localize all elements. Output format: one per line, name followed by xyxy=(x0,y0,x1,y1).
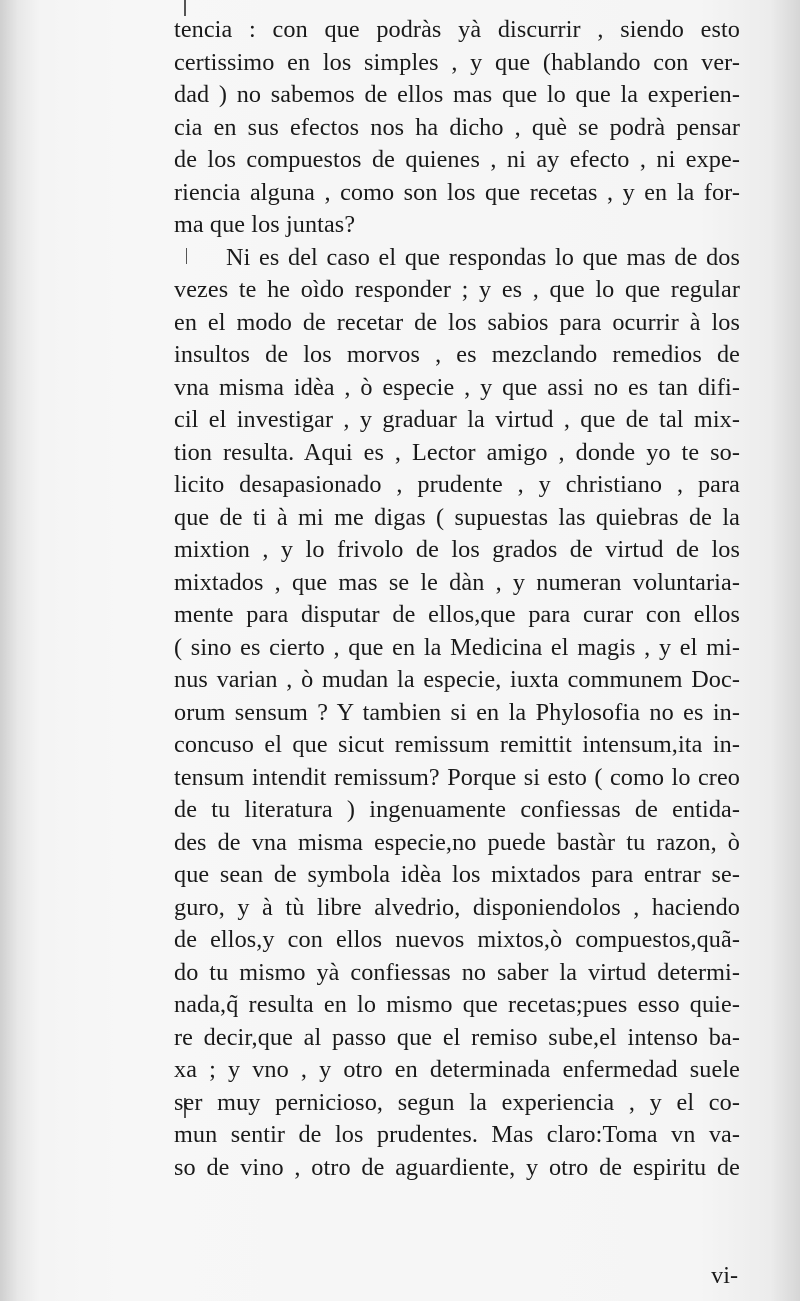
text-line: ( sino es cierto , que en la Medicina el magis , y el mi- xyxy=(174,633,740,661)
text-line: insultos de los morvos , es mezclando remedios de xyxy=(174,341,740,368)
text-line: mixtados , que mas se le dàn , y numeran voluntaria- xyxy=(174,568,740,596)
text-line: tensum intendit remissum? Porque si esto ( como lo creo xyxy=(174,763,740,791)
text-line: mente para disputar de ellos,que para curar con ellos xyxy=(174,601,740,628)
text-line: tion resulta. Aqui es , Lector amigo , donde yo te so- xyxy=(174,438,740,466)
text-line: re decir,que al passo que el remiso sube,el intenso ba- xyxy=(174,1023,740,1051)
text-line: tencia : con que podràs yà discurrir , siendo esto xyxy=(174,16,740,43)
text-line: que de ti à mi me digas ( supuestas las quiebras de la xyxy=(174,503,740,531)
text-line: de ellos,y con ellos nuevos mixtos,ò compuestos,quã- xyxy=(174,926,740,953)
paragraph-start-line: Ni es del caso el que respondas lo que mas de dos xyxy=(226,243,740,271)
text-line: en el modo de recetar de los sabios para ocurrir à los xyxy=(174,308,740,336)
text-line: de tu literatura ) ingenuamente confiessas de entida- xyxy=(174,796,740,823)
text-line: dad ) no sabemos de ellos mas que lo que la experien- xyxy=(174,81,740,108)
text-line: vna misma idèa , ò especie , y que assi no es tan difi- xyxy=(174,373,740,401)
text-line: so de vino , otro de aguardiente, y otro de espiritu de xyxy=(174,1153,740,1181)
text-line: xa ; y vno , y otro en determinada enfermedad suele xyxy=(174,1056,740,1083)
text-line: mun sentir de los prudentes. Mas claro:Toma vn va- xyxy=(174,1121,740,1148)
text-line: concuso el que sicut remissum remittit intensum,ita in- xyxy=(174,731,740,758)
text-line: guro, y à tù libre alvedrio, disponiendolos , haciendo xyxy=(174,893,740,921)
text-line: ser muy pernicioso, segun la experiencia , y el co- xyxy=(174,1088,740,1116)
text-line: orum sensum ? Y tambien si en la Phylosofia no es in- xyxy=(174,698,740,726)
text-line: des de vna misma especie,no puede bastàr tu razon, ò xyxy=(174,828,740,856)
text-line: que sean de symbola idèa los mixtados para entrar se- xyxy=(174,861,740,888)
catchword: vi- xyxy=(711,1262,738,1289)
text-line: nus varian , ò mudan la especie, iuxta communem Doc- xyxy=(174,666,740,693)
text-line: cia en sus efectos nos ha dicho , què se podrà pensar xyxy=(174,113,740,141)
text-line: riencia alguna , como son los que recetas , y en la for- xyxy=(174,178,740,206)
text-line: mixtion , y lo frivolo de los grados de virtud de los xyxy=(174,536,740,563)
body-text xyxy=(174,14,740,1184)
text-line: ma que los juntas? xyxy=(174,211,356,238)
text-line: nada,q̃ resulta en lo mismo que recetas;pues esso quie- xyxy=(174,991,740,1018)
text-line: licito desapasionado , prudente , y christiano , para xyxy=(174,471,740,498)
text-line: do tu mismo yà confiessas no saber la virtud determi- xyxy=(174,958,740,986)
text-line: vezes te he oìdo responder ; y es , que lo que regular xyxy=(174,276,740,303)
text-line: certissimo en los simples , y que (hablando con ver- xyxy=(174,48,740,76)
text-line: de los compuestos de quienes , ni ay efecto , ni expe- xyxy=(174,146,740,173)
text-line: cil el investigar , y graduar la virtud , que de tal mix- xyxy=(174,406,740,433)
